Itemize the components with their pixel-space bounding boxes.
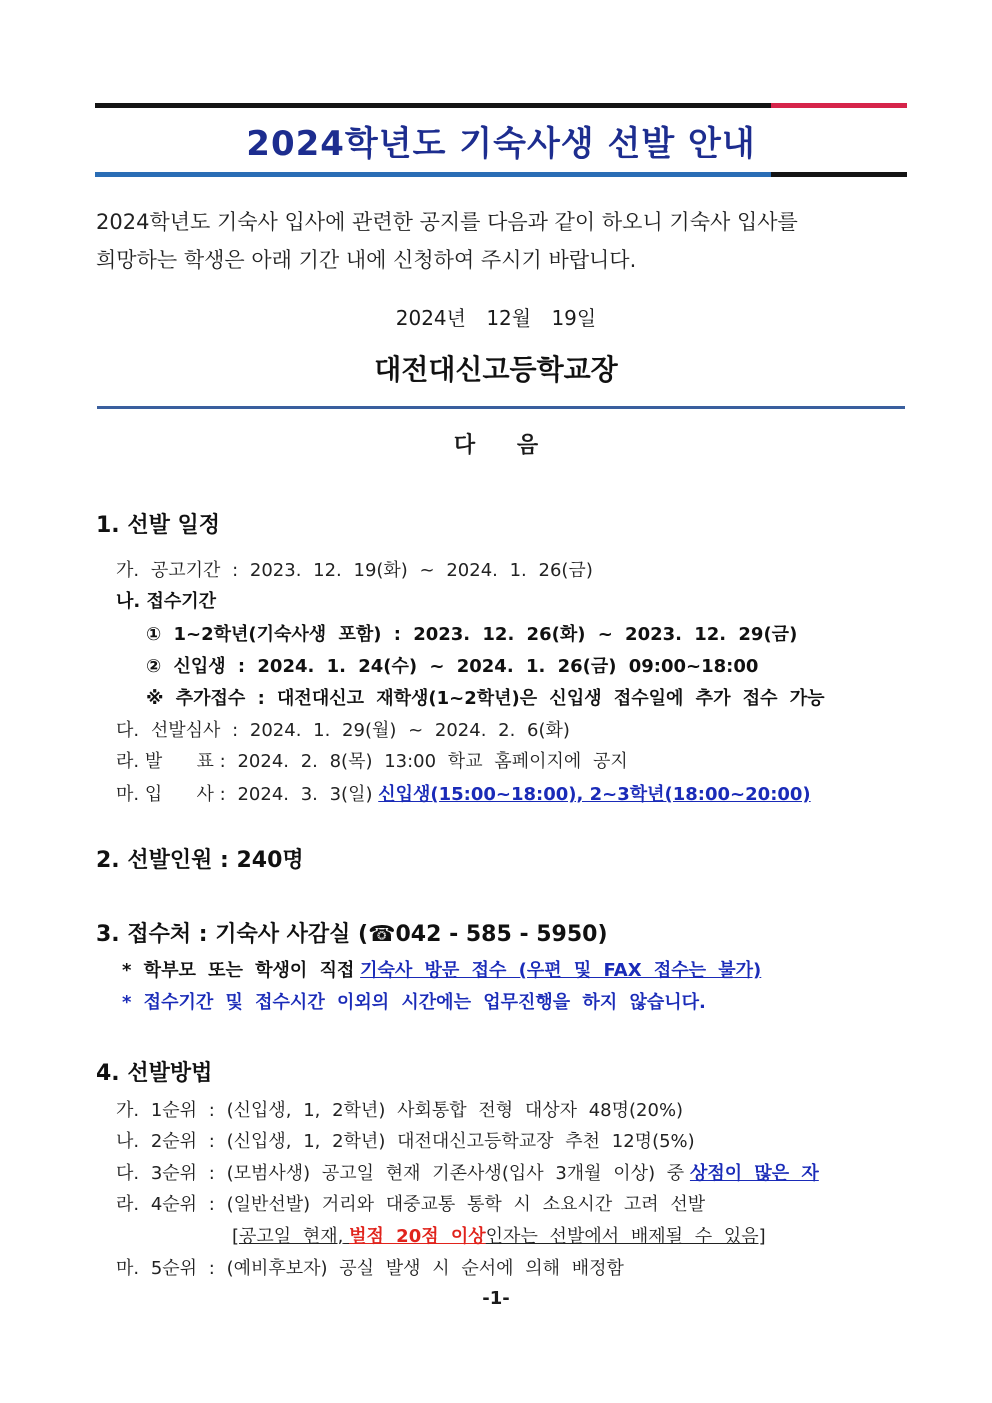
- top-rule-black: [95, 103, 771, 108]
- s1-ma-label: 마. 입 사: [116, 784, 214, 805]
- s4-ra: 라. 4순위 : (일반선발) 거리와 대중교통 통학 시 소요시간 고려 선발: [116, 1194, 706, 1215]
- page-number: -1-: [482, 1288, 510, 1309]
- issuer-name: 대전대신고등학교장: [374, 353, 618, 386]
- s4-ma: 마. 5순위 : (예비후보자) 공실 발생 시 순서에 의해 배정함: [116, 1258, 624, 1279]
- s4-ra-note-highlight: 벌점 20점 이상: [349, 1226, 486, 1247]
- s4-ra-note: [232, 1222, 766, 1248]
- notice-date: 2024년 12월 19일: [395, 306, 597, 330]
- notice-label: 다 음: [453, 433, 539, 458]
- s1-ra-value: : 2024. 2. 8(목) 13:00 학교 홈페이지에 공지: [219, 751, 628, 772]
- s1-ra: [116, 747, 628, 773]
- s1-ra-label: 라. 발 표: [116, 751, 214, 772]
- s1-na: 나. 접수기간: [116, 591, 217, 612]
- s4-ga: 가. 1순위 : (신입생, 1, 2학년) 사회통합 전형 대상자 48명(20%): [116, 1100, 684, 1121]
- s3-note-1-highlight: 기숙사 방문 접수 (우편 및 FAX 접수는 불가): [360, 960, 762, 981]
- section-3-heading: 3. 접수처 : 기숙사 사감실 (☎042 - 585 - 5950): [96, 922, 608, 947]
- s1-ma: [116, 780, 811, 806]
- bottom-rule-blue: [95, 172, 771, 177]
- section-4-heading: 4. 선발방법: [96, 1061, 213, 1086]
- s1-na-2: ② 신입생 : 2024. 1. 24(수) ~ 2024. 1. 26(금) 09:00~18:00: [146, 656, 759, 677]
- s4-da-prefix: 다. 3순위 : (모범사생) 공고일 현재 기존사생(입사 3개월 이상) 중: [116, 1163, 685, 1184]
- s4-da: [116, 1159, 819, 1185]
- s1-ma-highlight: 신입생(15:00~18:00), 2~3학년(18:00~20:00): [378, 784, 811, 805]
- top-rule-red: [771, 103, 907, 108]
- s1-na-1: ① 1~2학년(기숙사생 포함) : 2023. 12. 26(화) ~ 2023. 12. 29(금): [146, 624, 798, 645]
- s3-note-2: * 접수기간 및 접수시간 이외의 시간에는 업무진행을 하지 않습니다.: [122, 992, 706, 1013]
- bottom-rule-black: [771, 172, 907, 177]
- s1-ma-value: : 2024. 3. 3(일): [219, 784, 373, 805]
- page-title: 2024학년도 기숙사생 선발 안내: [246, 124, 756, 164]
- s3-note-1: [122, 956, 761, 982]
- s4-da-highlight: 상점이 많은 자: [689, 1163, 819, 1184]
- section-2-heading: 2. 선발인원 : 240명: [96, 848, 304, 873]
- intro-line-2: 희망하는 학생은 아래 기간 내에 신청하여 주시기 바랍니다.: [96, 248, 637, 272]
- intro-line-1: 2024학년도 기숙사 입사에 관련한 공지를 다음과 같이 하오니 기숙사 입사를: [96, 210, 798, 234]
- s3-note-1-prefix: * 학부모 또는 학생이 직접: [122, 960, 355, 981]
- s4-ra-note-prefix: [공고일 현재,: [232, 1226, 344, 1247]
- s1-na-note: ※ 추가접수 : 대전대신고 재학생(1~2학년)은 신입생 접수일에 추가 접수 가능: [146, 688, 825, 709]
- divider-rule: [97, 406, 905, 409]
- s1-da: 다. 선발심사 : 2024. 1. 29(월) ~ 2024. 2. 6(화): [116, 720, 570, 741]
- s1-ga: 가. 공고기간 : 2023. 12. 19(화) ~ 2024. 1. 26(금): [116, 560, 593, 581]
- section-1-heading: 1. 선발 일정: [96, 513, 220, 538]
- s4-ra-note-suffix: 인자는 선발에서 배제될 수 있음]: [485, 1226, 766, 1247]
- s4-na: 나. 2순위 : (신입생, 1, 2학년) 대전대신고등학교장 추천 12명(5%): [116, 1131, 695, 1152]
